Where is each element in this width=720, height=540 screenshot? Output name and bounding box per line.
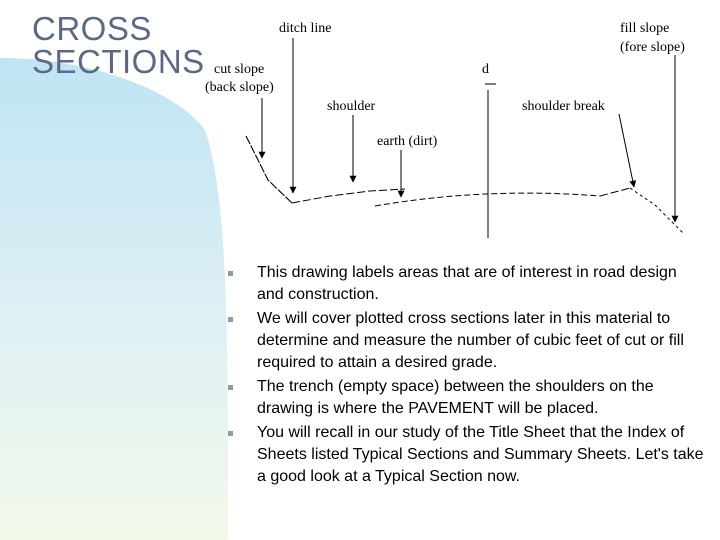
label-fore-slope: (fore slope) [620,40,685,55]
page-title-line-2: SECTIONS [32,43,205,80]
label-centerline: d [482,62,489,77]
shoulder-break-arrow [619,114,634,187]
bullet-list [226,262,706,490]
label-earth: earth (dirt) [377,134,438,149]
bullet-text: You will recall in our study of the Title Sheet that the Index of Sheets listed Typical Sections and Summary Sheets. Let's take a good look at a Typical Section now. [257,424,704,485]
cross-section-diagram [0,0,720,250]
square-bullet-icon [228,271,233,276]
bullet-text: We will cover plotted cross sections later in this material to determine and measure the number of cubic feet of cut or fill required to attain a desired grade. [257,310,684,371]
square-bullet-icon [228,431,233,436]
bullet-text: This drawing labels areas that are of interest in road design and construction. [257,264,677,303]
label-back-slope: (back slope) [205,80,274,95]
label-shoulder: shoulder [327,99,376,114]
label-ditch-line: ditch line [279,21,332,36]
page-title-line-1: CROSS [32,10,152,47]
list-item [226,308,706,374]
label-shoulder-break: shoulder break [522,99,605,114]
list-item [226,376,706,420]
bullet-text: The trench (empty space) between the shoulders on the drawing is where the PAVEMENT will be placed. [257,378,654,417]
list-item [226,262,706,306]
square-bullet-icon [228,317,233,322]
road-profile-line [246,136,683,233]
square-bullet-icon [228,385,233,390]
list-item [226,422,706,488]
label-fill-slope: fill slope [620,21,670,36]
label-cut-slope: cut slope [214,62,265,77]
